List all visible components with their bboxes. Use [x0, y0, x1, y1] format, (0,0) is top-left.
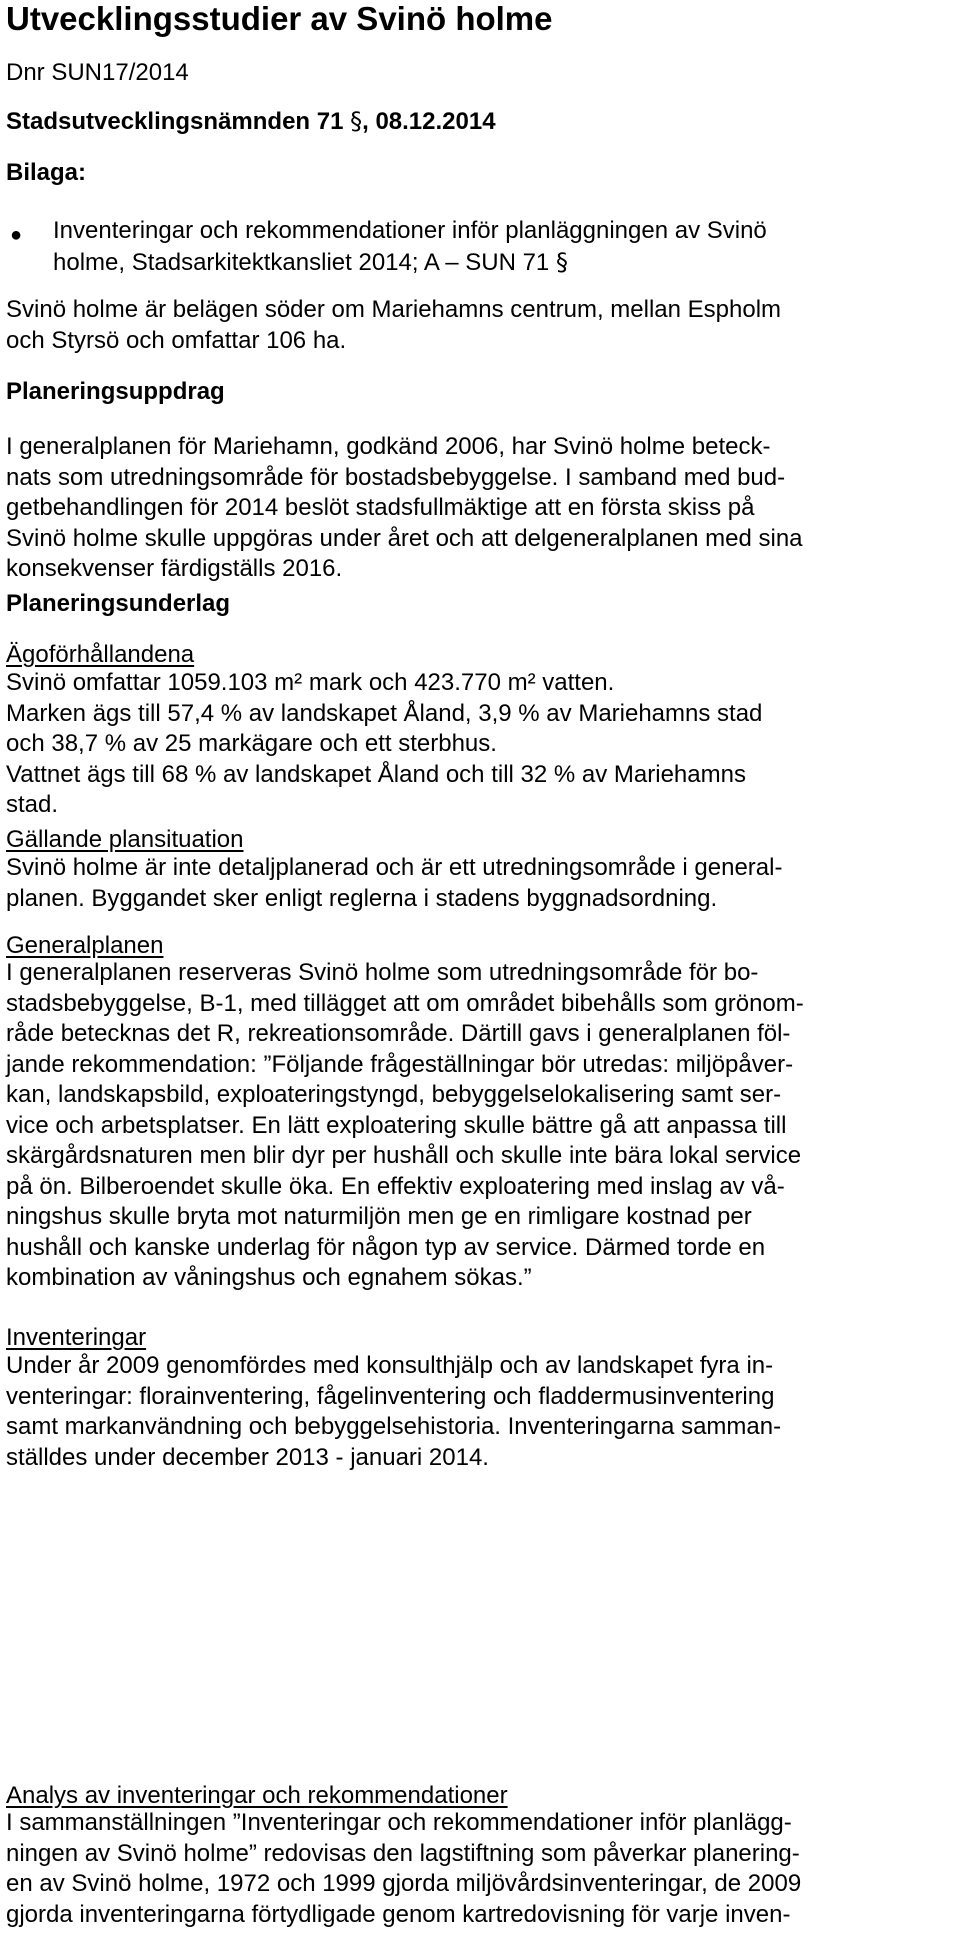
paragraph-line: skärgårdsnaturen men blir dyr per hushåll och skulle inte bära lokal service — [6, 1142, 802, 1169]
paragraph-line: samt markanvändning och bebyggelsehistoria. Inventeringarna samman- — [6, 1413, 782, 1440]
paragraph-line: stad. — [6, 791, 59, 818]
paragraph-line: venteringar: florainventering, fågelinventering och fladdermusinventering — [6, 1382, 775, 1410]
attachment-line-1: Inventeringar och rekommendationer inför planläggningen av Svinö — [53, 217, 767, 244]
agoforhallandena-paragraph — [6, 668, 954, 821]
paragraph-line: Svinö holme skulle uppgöras under året och att delgeneralplanen med sina — [6, 524, 803, 552]
paragraph-line: gjorda inventeringarna förtydligade genom kartredovisning för varje inven- — [6, 1900, 791, 1928]
paragraph-line: vice och arbetsplatser. En lätt exploatering skulle bättre gå att anpassa till — [6, 1111, 787, 1139]
subheading-inventeringar: Inventeringar — [6, 1324, 147, 1351]
paragraph-sign: § — [350, 107, 363, 135]
planeringsuppdrag-paragraph — [6, 432, 954, 585]
generalplanen-paragraph — [6, 958, 954, 1294]
attachment-line-2 — [53, 247, 954, 279]
paragraph-line: hushåll och kanske underlag för någon typ av service. Därmed torde en — [6, 1233, 766, 1261]
intro-line: och Styrsö och omfattar 106 ha. — [6, 326, 347, 354]
paragraph-line: I generalplanen för Mariehamn, godkänd 2006, har Svinö holme beteck- — [6, 433, 771, 460]
analys-paragraph — [6, 1808, 954, 1930]
paragraph-line: råde betecknas det R, rekreationsområde. Därtill gavs i generalplanen föl- — [6, 1020, 791, 1047]
paragraph-line: Svinö holme är inte detaljplanerad och är ett utredningsområde i general- — [6, 854, 783, 881]
section-heading-planeringsunderlag: Planeringsunderlag — [6, 590, 231, 617]
attachment-label: Bilaga: — [6, 159, 87, 186]
paragraph-line: kombination av våningshus och egnahem sökas.” — [6, 1264, 532, 1291]
intro-line: Svinö holme är belägen söder om Mariehamns centrum, mellan Espholm — [6, 296, 782, 323]
attachment-line-2-text: holme, Stadsarkitektkansliet 2014; A – SUN 71 — [53, 248, 556, 276]
paragraph-line: ningen av Svinö holme” redovisas den lagstiftning som påverkar planering- — [6, 1839, 800, 1867]
diary-number: Dnr SUN17/2014 — [6, 59, 189, 86]
bullet-icon: ● — [10, 224, 23, 246]
paragraph-line: nats som utredningsområde för bostadsbebyggelse. I samband med bud- — [6, 463, 786, 491]
paragraph-line: planen. Byggandet sker enligt reglerna i stadens byggnadsordning. — [6, 884, 718, 912]
paragraph-line: getbehandlingen för 2014 beslöt stadsfullmäktige att en första skiss på — [6, 494, 755, 521]
section-heading-planeringsuppdrag: Planeringsuppdrag — [6, 378, 225, 405]
paragraph-line: Vattnet ägs till 68 % av landskapet Åland och till 32 % av Mariehamns — [6, 760, 746, 788]
subheading-analys: Analys av inventeringar och rekommendationer — [6, 1782, 508, 1809]
paragraph-line: ningshus skulle bryta mot naturmiljön men ge en rimligare kostnad per — [6, 1203, 752, 1230]
paragraph-line: stadsbebyggelse, B-1, med tillägget att om området bibehålls som grönom- — [6, 989, 804, 1017]
attachment-list-item — [6, 216, 954, 278]
paragraph-line: och 38,7 % av 25 markägare och ett sterbhus. — [6, 730, 497, 757]
meeting-reference-a: Stadsutvecklingsnämnden 71 — [6, 108, 351, 135]
paragraph-line: I sammanställningen ”Inventeringar och rekommendationer inför planlägg- — [6, 1809, 792, 1836]
paragraph-line: Svinö omfattar 1059.103 m² mark och 423.770 m² vatten. — [6, 669, 615, 696]
document-title: Utvecklingsstudier av Svinö holme — [6, 0, 553, 37]
paragraph-line: konsekvenser färdigställs 2016. — [6, 555, 343, 582]
paragraph-line: en av Svinö holme, 1972 och 1999 gjorda miljövårdsinventeringar, de 2009 — [6, 1870, 802, 1897]
paragraph-line: I generalplanen reserveras Svinö holme som utredningsområde för bo- — [6, 959, 759, 986]
paragraph-line: Under år 2009 genomfördes med konsulthjälp och av landskapet fyra in- — [6, 1352, 774, 1379]
paragraph-line: ställdes under december 2013 - januari 2014. — [6, 1443, 489, 1471]
paragraph-line: jande rekommendation: ”Följande frågeställningar bör utredas: miljöpåver- — [6, 1050, 794, 1078]
intro-paragraph — [6, 295, 954, 356]
subheading-generalplanen: Generalplanen — [6, 932, 164, 959]
paragraph-line: kan, landskapsbild, exploateringstyngd, bebyggelselokalisering samt ser- — [6, 1081, 782, 1108]
gallande-paragraph — [6, 853, 954, 914]
paragraph-sign: § — [555, 247, 568, 276]
paragraph-line: på ön. Bilberoendet skulle öka. En effektiv exploatering med inslag av vå- — [6, 1172, 785, 1200]
inventeringar-paragraph — [6, 1351, 954, 1473]
meeting-reference — [6, 106, 496, 138]
meeting-reference-b: , 08.12.2014 — [362, 108, 496, 135]
subheading-agoforhallandena: Ägoförhållandena — [6, 641, 195, 668]
paragraph-line: Marken ägs till 57,4 % av landskapet Åland, 3,9 % av Mariehamns stad — [6, 699, 763, 727]
subheading-gallande-plansituation: Gällande plansituation — [6, 826, 244, 853]
